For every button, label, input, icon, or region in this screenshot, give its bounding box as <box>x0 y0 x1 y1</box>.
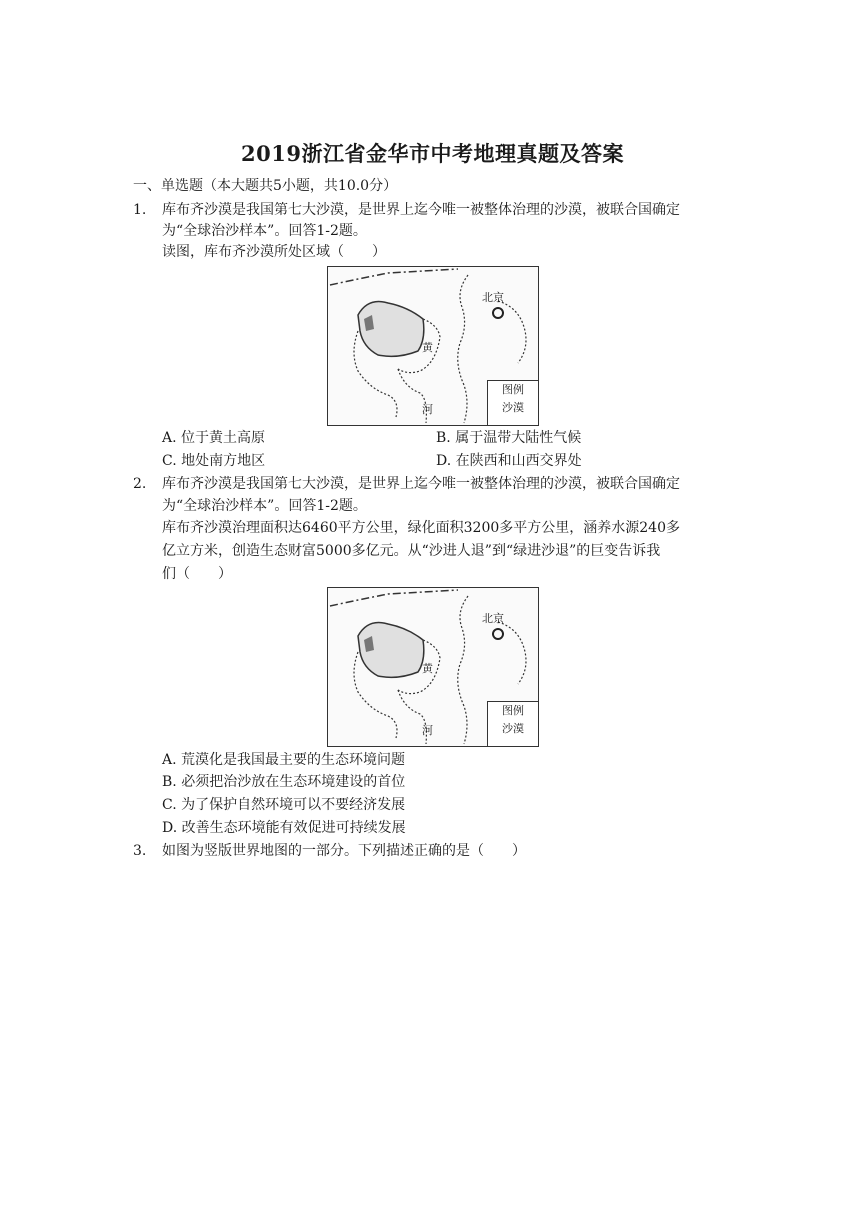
map-legend <box>487 701 538 746</box>
q2-text-line1: 库布齐沙漠是我国第七大沙漠，是世界上迄今唯一被整体治理的沙漠，被联合国确定 <box>162 476 680 492</box>
q2-option-d: D. 改善生态环境能有效促进可持续发展 <box>162 820 406 836</box>
q1-option-a: A. 位于黄土高原 <box>162 430 266 446</box>
map-river-label: 河 <box>422 403 433 416</box>
q3-text-line1: 如图为竖版世界地图的一部分。下列描述正确的是（ ） <box>162 843 526 859</box>
q1-text-line2: 为“全球治沙样本”。回答1-2题。 <box>162 223 367 239</box>
q2-option-c: C. 为了保护自然环境可以不要经济发展 <box>162 797 406 813</box>
q1-number: 1. <box>133 202 147 218</box>
map-river-label: 河 <box>422 724 433 737</box>
map-city-label: 北京 <box>482 612 504 625</box>
q2-text-line2: 为“全球治沙样本”。回答1-2题。 <box>162 498 367 514</box>
q1-option-d: D. 在陕西和山西交界处 <box>436 453 582 469</box>
legend-item: 沙漠 <box>502 722 524 735</box>
q1-text-line3: 读图，库布齐沙漠所处区域（ ） <box>162 244 386 260</box>
q2-option-a: A. 荒漠化是我国最主要的生态环境问题 <box>162 752 406 768</box>
q1-option-c: C. 地处南方地区 <box>162 453 266 469</box>
q3-number: 3. <box>133 843 147 859</box>
legend-title: 图例 <box>502 704 524 717</box>
map-region-label: 黄 <box>422 662 433 675</box>
map-region-label: 黄 <box>422 341 433 354</box>
q2-number: 2. <box>133 476 147 492</box>
q2-text-line3: 库布齐沙漠治理面积达6460平方公里，绿化面积3200多平方公里，涵养水源240多 <box>162 520 680 536</box>
legend-item: 沙漠 <box>502 401 524 414</box>
q2-text-line5: 们（ ） <box>162 566 232 582</box>
q1-option-b: B. 属于温带大陆性气候 <box>436 430 582 446</box>
page-title: 2019浙江省金华市中考地理真题及答案 <box>241 141 624 166</box>
q2-option-b: B. 必须把治沙放在生态环境建设的首位 <box>162 774 406 790</box>
legend-title: 图例 <box>502 383 524 396</box>
map-city-label: 北京 <box>482 291 504 304</box>
q2-map <box>327 587 539 747</box>
map-legend <box>487 380 538 425</box>
q1-map <box>327 266 539 426</box>
section-heading: 一、单选题（本大题共5小题，共10.0分） <box>133 178 398 194</box>
q1-text-line1: 库布齐沙漠是我国第七大沙漠，是世界上迄今唯一被整体治理的沙漠，被联合国确定 <box>162 202 680 218</box>
q2-text-line4: 亿立方米，创造生态财富5000多亿元。从“沙进人退”到“绿进沙退”的巨变告诉我 <box>162 543 661 559</box>
